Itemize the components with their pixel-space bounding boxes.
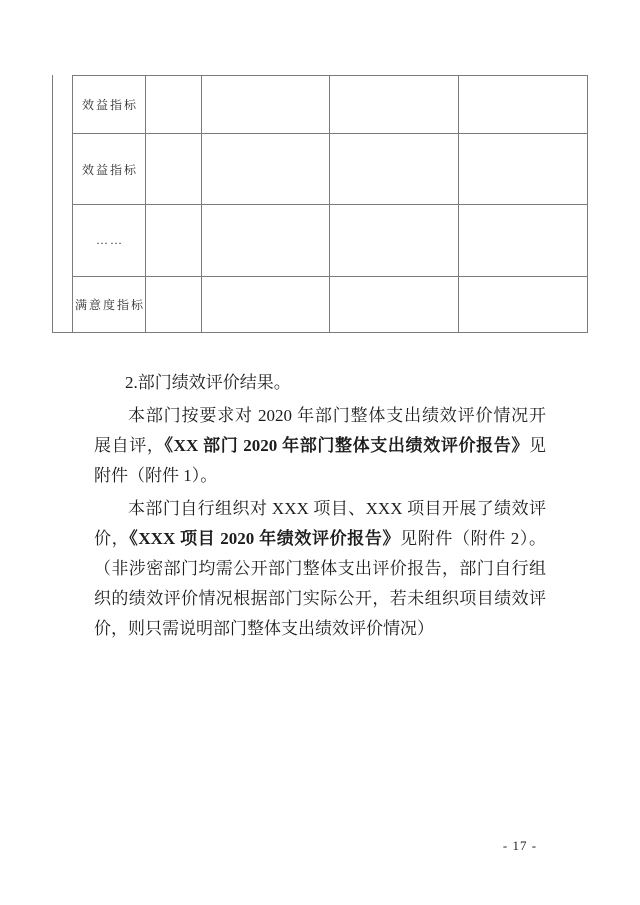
page-number: - 17 - <box>502 838 538 853</box>
empty-cell <box>459 76 588 134</box>
performance-indicator-table <box>52 75 588 333</box>
report-title-bold: 《XX 部门 2020 年部门整体支出绩效评价报告》 <box>164 436 529 455</box>
empty-cell <box>146 205 202 277</box>
row-label-benefit-indicator-2: 效益指标 <box>73 134 146 205</box>
empty-cell <box>330 134 459 205</box>
paragraph-self-evaluation <box>94 401 546 491</box>
paragraph-line <box>94 431 546 461</box>
paragraph-line: 本部门按要求对 2020 年部门整体支出绩效评价情况开 <box>128 406 546 425</box>
table-continuation-merged-cell <box>52 75 73 333</box>
paragraph-line: 附件（附件 1）。 <box>94 466 218 485</box>
paragraph-line: 本部门自行组织对 XXX 项目、XXX 项目开展了绩效评 <box>128 499 546 518</box>
empty-cell <box>146 134 202 205</box>
paragraph-line: （非涉密部门均需公开部门整体支出评价报告，部门自行组 <box>94 559 546 578</box>
body-text <box>94 368 546 644</box>
empty-cell <box>202 205 330 277</box>
row-label-ellipsis: …… <box>73 205 146 277</box>
empty-cell <box>146 277 202 333</box>
paragraph-line <box>94 524 546 554</box>
empty-cell <box>459 277 588 333</box>
empty-cell <box>459 134 588 205</box>
text-segment: 见 <box>529 436 546 455</box>
empty-cell <box>202 134 330 205</box>
empty-cell <box>202 277 330 333</box>
empty-cell <box>146 76 202 134</box>
empty-cell <box>330 76 459 134</box>
section-heading: 2.部门绩效评价结果。 <box>125 373 291 392</box>
report-title-bold: 《XXX 项目 2020 年绩效评价报告》 <box>129 529 401 548</box>
table-grid <box>73 75 588 333</box>
paragraph-line: 织的绩效评价情况根据部门实际公开，若未组织项目绩效评 <box>94 589 546 608</box>
text-segment: 见附件（附件 2）。 <box>400 529 547 548</box>
row-label-satisfaction-indicator: 满意度指标 <box>73 277 146 333</box>
empty-cell <box>459 205 588 277</box>
paragraph-line: 价，则只需说明部门整体支出绩效评价情况） <box>94 619 434 638</box>
empty-cell <box>330 205 459 277</box>
text-segment: 价， <box>94 529 130 548</box>
empty-cell <box>330 277 459 333</box>
paragraph-project-evaluation <box>94 494 546 644</box>
row-label-benefit-indicator-1: 效益指标 <box>73 76 146 134</box>
empty-cell <box>202 76 330 134</box>
text-segment: 展自评， <box>94 436 165 455</box>
